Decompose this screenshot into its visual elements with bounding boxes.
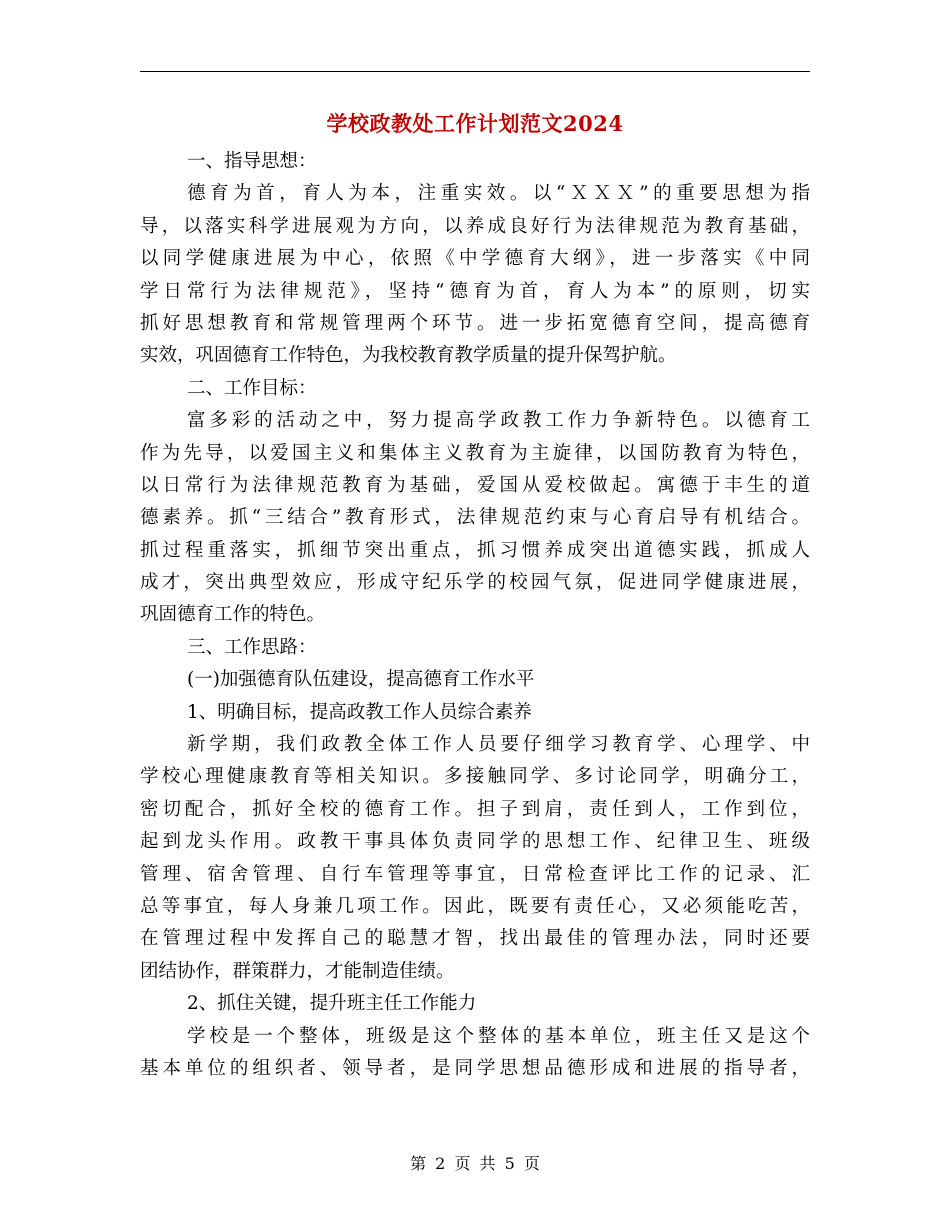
body-line: 二、工作目标：: [187, 377, 317, 399]
body-line: 抓过程重落实，抓细节突出重点，抓习惯养成突出道德实践，抓成人: [140, 539, 810, 561]
body-line: 起到龙头作用。政教干事具体负责同学的思想工作、纪律卫生、班级: [140, 831, 810, 853]
body-line: 德素养。抓“三结合”教育形式，法律规范约束与心育启导有机结合。: [140, 507, 810, 529]
body-line: 德育为首，育人为本，注重实效。以“ＸＸＸ”的重要思想为指: [187, 183, 810, 205]
body-line: 富多彩的活动之中，努力提高学政教工作力争新特色。以德育工: [187, 410, 810, 432]
document-title: 学校政教处工作计划范文2024: [326, 111, 624, 136]
header-rule: [140, 71, 810, 72]
body-line: 新学期，我们政教全体工作人员要仔细学习教育学、心理学、中: [187, 734, 810, 756]
body-line: 2、抓住关键，提升班主任工作能力: [187, 993, 477, 1015]
page-number: 第 2 页 共 5 页: [410, 1154, 540, 1173]
body-line: 一、指导思想：: [187, 151, 317, 172]
body-line: 在管理过程中发挥自己的聪慧才智，找出最佳的管理办法，同时还要: [140, 928, 810, 950]
document-body: [140, 146, 810, 1085]
body-line: 学校心理健康教育等相关知识。多接触同学、多讨论同学，明确分工，: [140, 766, 810, 788]
body-line: (一)加强德育队伍建设，提高德育工作水平: [187, 669, 535, 691]
body-line: 管理、宿舍管理、自行车管理等事宜，日常检查评比工作的记录、汇: [140, 863, 810, 885]
body-line: 三、工作思路：: [187, 636, 317, 658]
body-line: 实效，巩固德育工作特色，为我校教育教学质量的提升保驾护航。: [140, 345, 677, 367]
body-line: 成才，突出典型效应，形成守纪乐学的校园气氛，促进同学健康进展，: [140, 572, 810, 594]
body-line: 抓好思想教育和常规管理两个环节。进一步拓宽德育空间，提高德育: [140, 312, 810, 334]
body-line: 导，以落实科学进展观为方向，以养成良好行为法律规范为教育基础，: [140, 215, 810, 237]
body-line: 巩固德育工作的特色。: [140, 604, 326, 626]
body-line: 以日常行为法律规范教育为基础，爱国从爱校做起。寓德于丰生的道: [140, 474, 810, 496]
body-line: 总等事宜，每人身兼几项工作。因此，既要有责任心，又必须能吃苦，: [140, 895, 810, 917]
body-line: 作为先导，以爱国主义和集体主义教育为主旋律，以国防教育为特色，: [140, 442, 810, 464]
body-line: 以同学健康进展为中心，依照《中学德育大纲》，进一步落实《中同: [140, 248, 810, 270]
body-line: 学校是一个整体，班级是这个整体的基本单位，班主任又是这个: [187, 1025, 810, 1047]
body-line: 团结协作，群策群力，才能制造佳绩。: [140, 960, 455, 982]
body-line: 基本单位的组织者、领导者，是同学思想品德形成和进展的指导者，: [140, 1057, 810, 1079]
body-line: 1、明确目标，提高政教工作人员综合素养: [187, 701, 532, 723]
body-line: 密切配合，抓好全校的德育工作。担子到肩，责任到人，工作到位，: [140, 798, 810, 820]
body-line: 学日常行为法律规范》，坚持“德育为首，育人为本”的原则，切实: [140, 280, 810, 302]
